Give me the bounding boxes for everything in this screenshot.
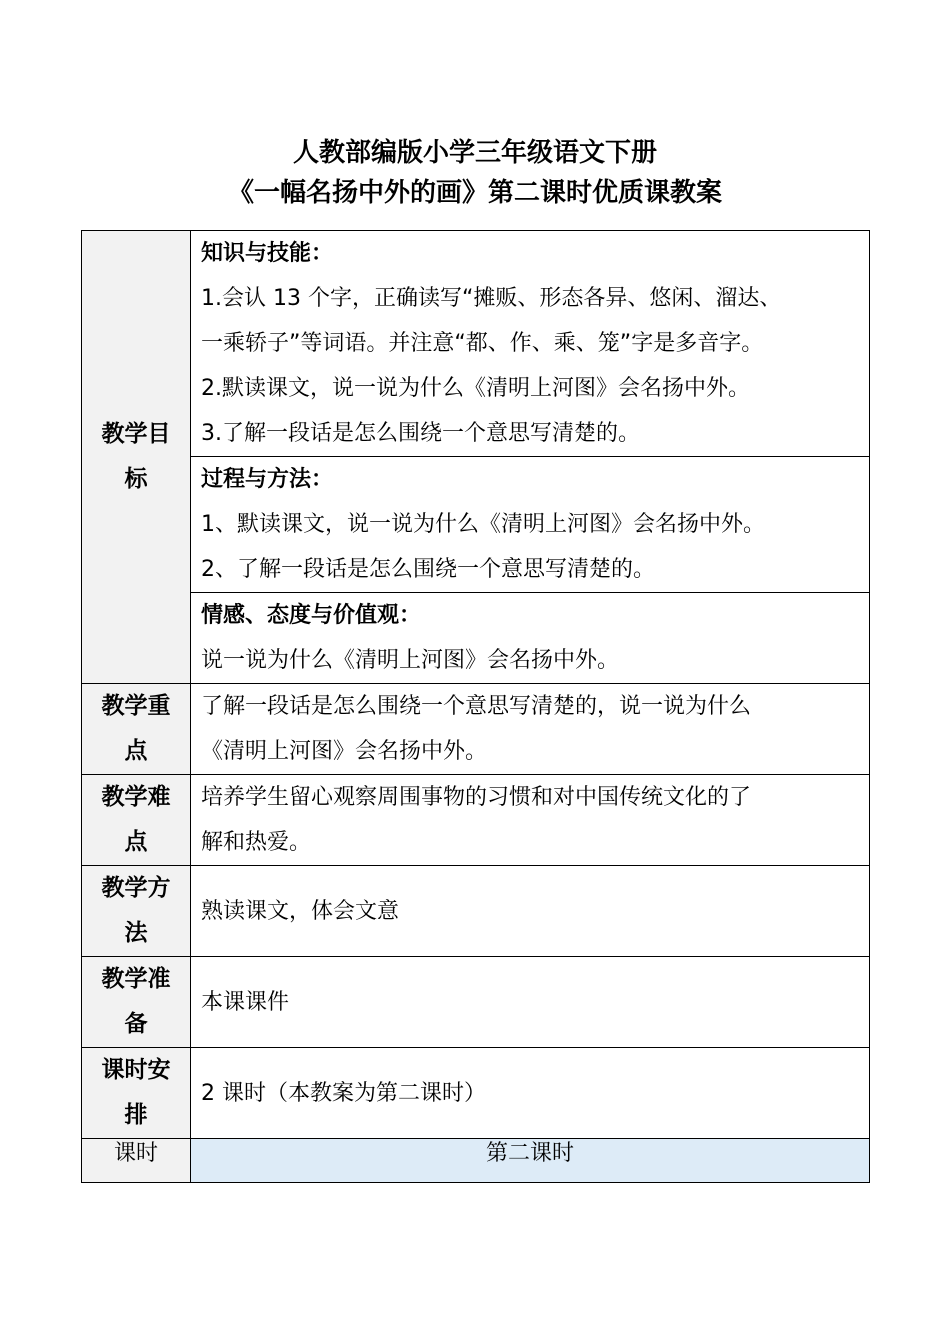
- cell-schedule: [191, 1048, 870, 1139]
- row-period: [82, 1139, 870, 1183]
- label-method: [82, 866, 191, 957]
- row-goals-knowledge: [82, 231, 870, 457]
- label-goals-line1: 教学目: [101, 421, 171, 447]
- heading-process-methods: 过程与方法：: [201, 467, 334, 492]
- title-line-2: 《一幅名扬中外的画》第二课时优质课教案: [227, 178, 722, 208]
- label-difficulties-line2: 点: [124, 829, 148, 855]
- label-difficulties: [82, 775, 191, 866]
- label-preparation-line1: 教学准: [101, 966, 171, 992]
- label-schedule-line1: 课时安: [101, 1057, 171, 1083]
- knowledge-line-1: 1.会认 13 个字，正确读写“摊贩、形态各异、悠闲、溜达、: [201, 286, 782, 311]
- label-schedule: [82, 1048, 191, 1139]
- label-goals-line2: 标: [124, 466, 148, 492]
- preparation-text: 本课课件: [201, 989, 290, 1015]
- lesson-plan-table: [81, 230, 870, 1183]
- label-key-points: [82, 684, 191, 775]
- label-period: 课时: [82, 1139, 191, 1183]
- knowledge-line-3: 2.默读课文，说一说为什么《清明上河图》会名扬中外。: [201, 376, 750, 401]
- title-line-1: 人教部编版小学三年级语文下册: [292, 138, 657, 168]
- key-points-line-1: 了解一段话是怎么围绕一个意思写清楚的，说一说为什么: [201, 694, 752, 719]
- key-points-line-2: 《清明上河图》会名扬中外。: [201, 739, 488, 764]
- label-preparation-line2: 备: [124, 1011, 148, 1037]
- cell-difficulties: [191, 775, 870, 866]
- label-key-points-line1: 教学重: [101, 693, 171, 719]
- heading-knowledge-skills: 知识与技能：: [201, 241, 334, 266]
- row-goals-process: [82, 457, 870, 593]
- schedule-text: 2 课时（本教案为第二课时）: [201, 1080, 486, 1106]
- row-schedule: [82, 1048, 870, 1139]
- cell-knowledge-skills: [191, 231, 870, 457]
- heading-emotion-values: 情感、态度与价值观：: [201, 603, 422, 628]
- label-method-line2: 法: [124, 920, 148, 946]
- cell-period: 第二课时: [191, 1139, 870, 1183]
- row-key-points: [82, 684, 870, 775]
- document-title: [0, 133, 950, 213]
- label-method-line1: 教学方: [101, 875, 171, 901]
- row-difficulties: [82, 775, 870, 866]
- process-line-1: 1、默读课文，说一说为什么《清明上河图》会名扬中外。: [201, 512, 765, 537]
- difficulties-line-1: 培养学生留心观察周围事物的习惯和对中国传统文化的了: [201, 785, 752, 810]
- cell-process-methods: [191, 457, 870, 593]
- knowledge-line-2: 一乘轿子”等词语。并注意“都、作、乘、笼”字是多音字。: [201, 331, 764, 356]
- difficulties-line-2: 解和热爱。: [201, 830, 312, 855]
- label-preparation: [82, 957, 191, 1048]
- emotion-line-1: 说一说为什么《清明上河图》会名扬中外。: [201, 648, 620, 673]
- process-line-2: 2、了解一段话是怎么围绕一个意思写清楚的。: [201, 557, 655, 582]
- cell-key-points: [191, 684, 870, 775]
- cell-emotion-values: [191, 593, 870, 684]
- label-difficulties-line1: 教学难: [101, 784, 171, 810]
- method-text: 熟读课文，体会文意: [201, 898, 400, 924]
- label-schedule-line2: 排: [124, 1102, 148, 1128]
- cell-method: [191, 866, 870, 957]
- row-goals-emotion: [82, 593, 870, 684]
- label-teaching-goals: [82, 231, 191, 684]
- cell-preparation: [191, 957, 870, 1048]
- knowledge-line-4: 3.了解一段话是怎么围绕一个意思写清楚的。: [201, 421, 640, 446]
- row-preparation: [82, 957, 870, 1048]
- row-method: [82, 866, 870, 957]
- label-key-points-line2: 点: [124, 738, 148, 764]
